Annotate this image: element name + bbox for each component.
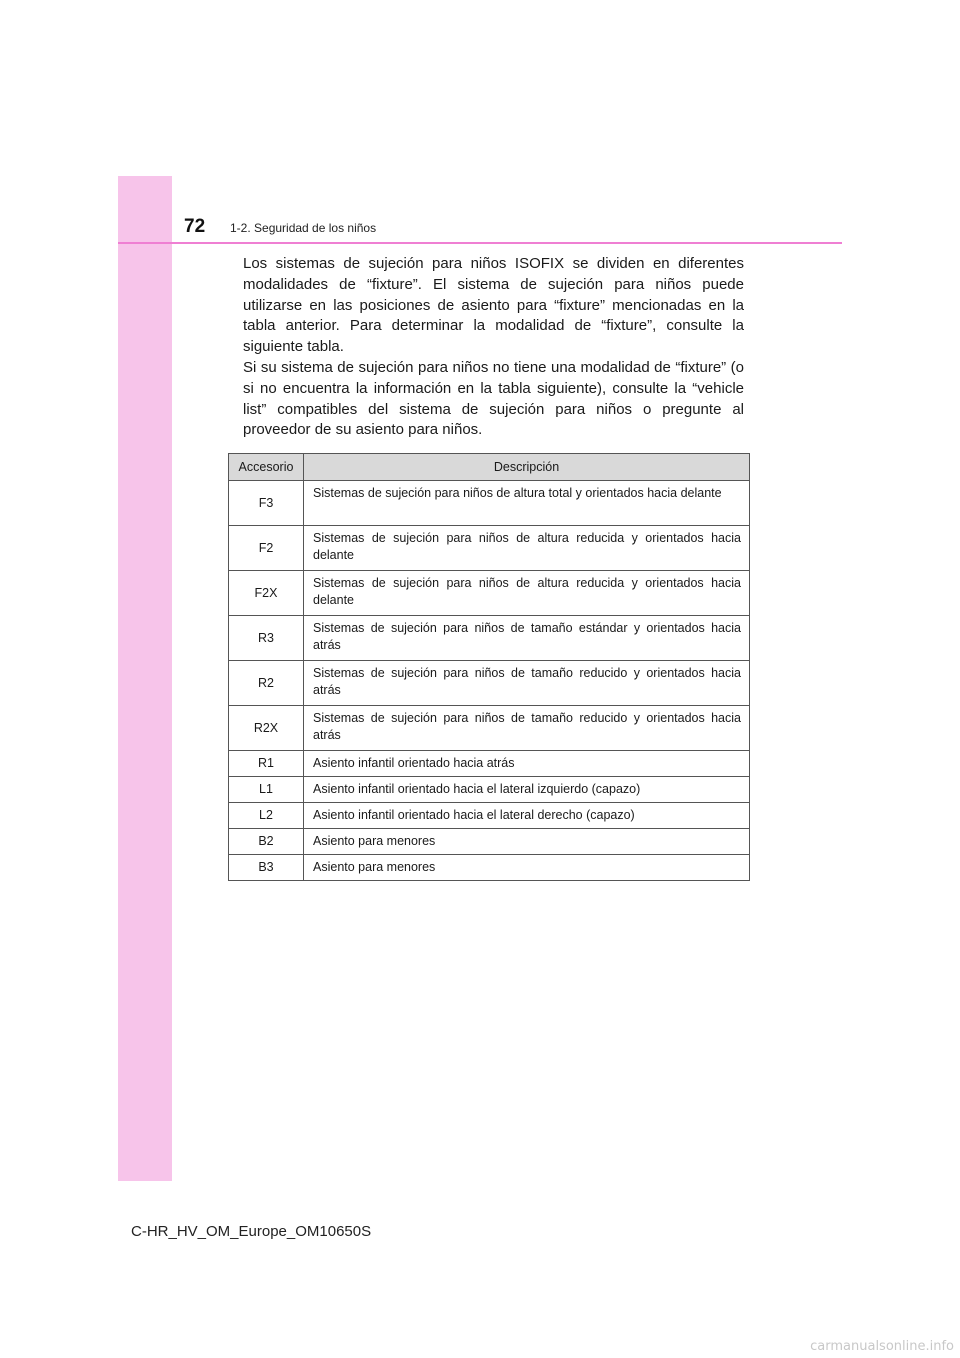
page-number: 72 [184,216,206,237]
fixture-description: Sistemas de sujeción para niños de tamaño reducido y orientados hacia atrás [304,706,750,751]
fixture-code: B3 [229,855,304,881]
table-row [229,777,750,803]
table-row [229,661,750,706]
table-row [229,829,750,855]
side-color-band [118,176,172,1181]
intro-paragraph-1: Los sistemas de sujeción para niños ISOFIX se dividen en diferentes modalidades de “fixture”. El sistema de sujeción para niños puede utilizarse en las posiciones de asiento para “fixture” mencionadas en la tabla anterior. Para determinar la modalidad de “fixture”, consulte la siguiente tabla. [243,255,744,356]
document-code: C-HR_HV_OM_Europe_OM10650S [131,1223,372,1240]
table-row [229,571,750,616]
table-row [229,855,750,881]
fixture-code: F3 [229,481,304,526]
fixture-code: L1 [229,777,304,803]
table-row [229,706,750,751]
fixture-code: R2 [229,661,304,706]
header-descripcion: Descripción [304,454,750,481]
fixture-description: Sistemas de sujeción para niños de altura reducida y orientados hacia delante [304,571,750,616]
fixture-code: R1 [229,751,304,777]
fixture-description: Sistemas de sujeción para niños de altura reducida y orientados hacia delante [304,526,750,571]
fixture-description: Sistemas de sujeción para niños de altura total y orientados hacia delante [304,481,750,526]
table-row [229,751,750,777]
fixture-description: Asiento para menores [304,829,750,855]
intro-text [243,254,744,441]
fixture-code: R2X [229,706,304,751]
table-row [229,481,750,526]
section-title: 1-2. Seguridad de los niños [230,221,377,235]
table-row [229,526,750,571]
fixture-description: Sistemas de sujeción para niños de tamaño estándar y orientados hacia atrás [304,616,750,661]
fixture-description: Asiento infantil orientado hacia el lateral izquierdo (capazo) [304,777,750,803]
header-accesorio: Accesorio [229,454,304,481]
fixture-code: B2 [229,829,304,855]
header-rule [118,242,842,244]
fixture-description: Asiento infantil orientado hacia atrás [304,751,750,777]
fixture-code: F2 [229,526,304,571]
fixture-description: Asiento infantil orientado hacia el lateral derecho (capazo) [304,803,750,829]
watermark: carmanualsonline.info [810,1339,954,1354]
intro-paragraph-2: Si su sistema de sujeción para niños no tiene una modalidad de “fixture” (o si no encuentra la información en la tabla siguiente), consulte la “vehicle list” compatibles del sistema de sujeción para niños o pregunte al proveedor de su asiento para niños. [243,358,744,439]
table-header-row [229,454,750,481]
fixture-code: L2 [229,803,304,829]
fixture-code: F2X [229,571,304,616]
fixture-description: Asiento para menores [304,855,750,881]
fixture-table [228,453,750,881]
fixture-description: Sistemas de sujeción para niños de tamaño reducido y orientados hacia atrás [304,661,750,706]
table-row [229,803,750,829]
table-row [229,616,750,661]
fixture-code: R3 [229,616,304,661]
